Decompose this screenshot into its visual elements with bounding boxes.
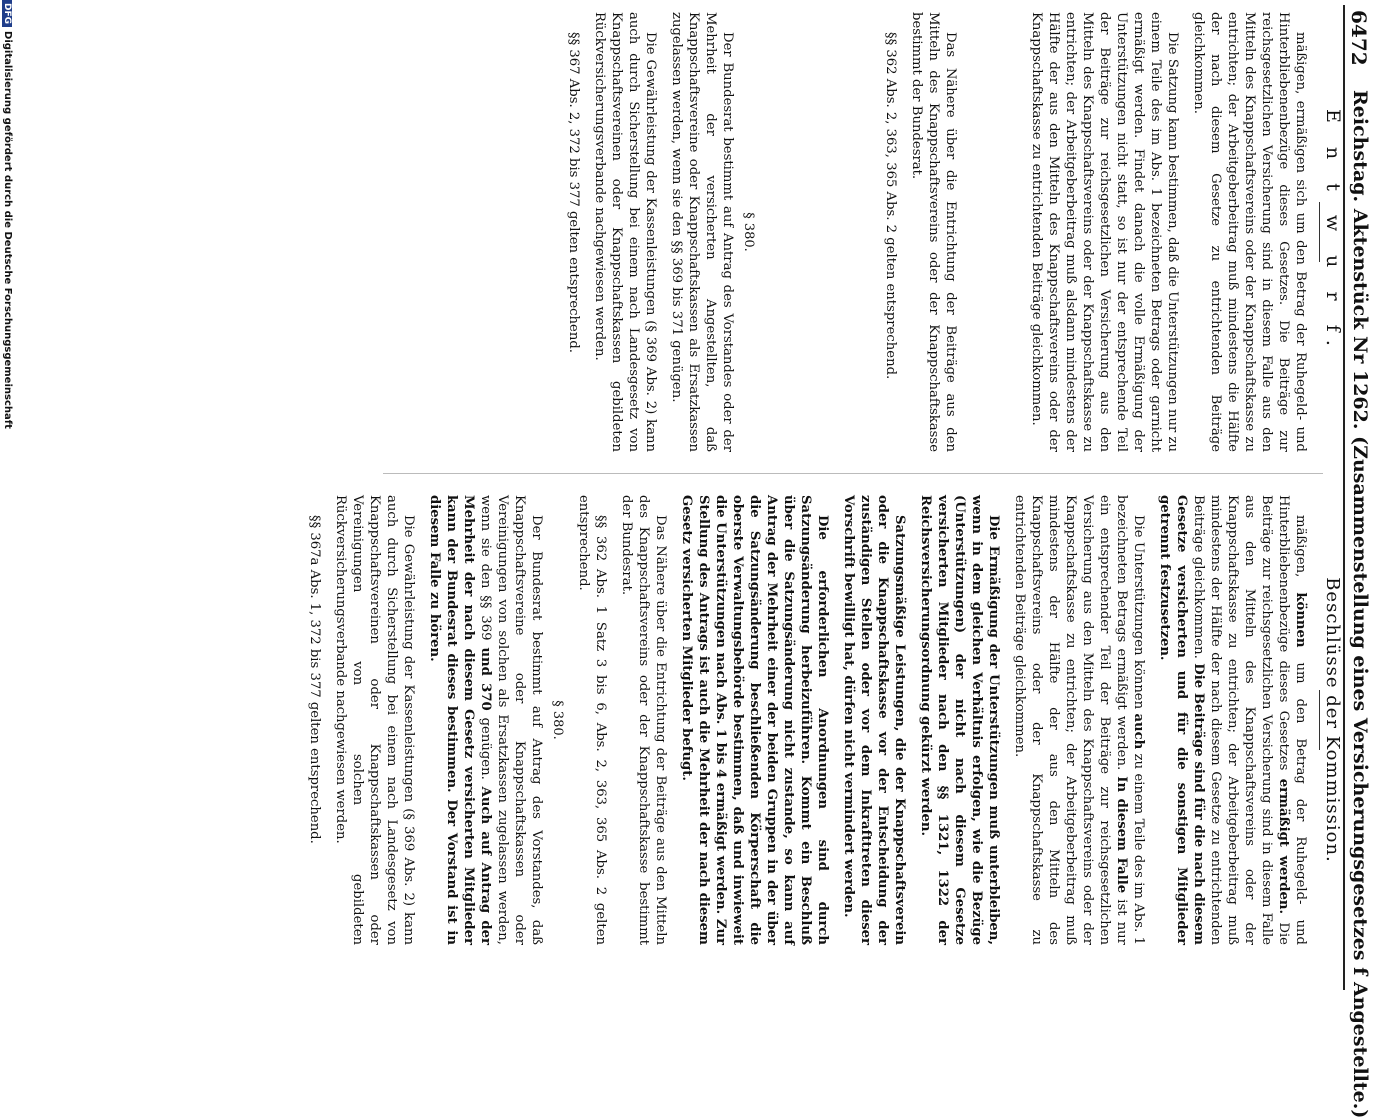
paragraph: mäßigen, können um den Betrag der Ruhegeld- und Hinterbliebenenbezüge dieses Gesetzes ermäßigt werden. Die Beiträge zur reichsgesetzlichen Versicherung sind in diesem Falle aus den Mitteln des Knappschaftsvereins oder der Knappschaftskasse zu entrichten; der Arbeitgeberbeitrag muß mindestens der Hälfte der nach diesem Gesetze zu entrichtenden Beiträge gleichkommen. Die Beiträge sind für die nach diesem Gesetze versicherten und für die sonstigen Mitglieder getrennt festzusetzen. bbox=[1157, 495, 1308, 945]
section-heading: § 380. bbox=[741, 212, 756, 252]
paragraph: Das Nähere über die Entrichtung der Beiträge aus den Mitteln des Knappschaftsvereins oder der Knappschaftskasse bestimmt der Bundesrat. bbox=[619, 495, 668, 945]
paragraph: Die Gewährleistung der Kassenleistungen (§ 369 Abs. 2) kann auch durch Sicherstellung bei einem nach Landesgesetz von Knappschaftsvereinen oder Knappschaftskassen gebildeten Rückversicherungsverbande nachgewiesen werden. bbox=[592, 12, 658, 452]
paragraph: Satzungsmäßige Leistungen, die der Knappschaftsverein oder die Knappschaftskasse vor der Entscheidung der zuständigen Stellen oder vor dem Inkrafttreten dieser Vorschrift bewilligt hat, dürfen nicht vermindert werden. bbox=[841, 495, 907, 945]
paragraph: Die Unterstützungen können auch zu einem Teile des im Abs. 1 bezeichneten Betrags ermäßigt werden. In diesem Falle ist nur ein entsprechender Teil der Beiträge zur reichsgesetzlichen Versicherung aus den Mitteln des Knappschaftsvereins oder der Knappschaftskasse zu entrichten; der Arbeitgeberbeitrag muß mindestens der Hälfte der aus den Mitteln des Knappschaftsvereins oder der Knappschaftskasse zu entrichtenden Beiträge gleichkommen. bbox=[1012, 495, 1146, 945]
draft-column bbox=[556, 12, 1347, 452]
paragraph: §§ 367a Abs. 1, 372 bis 377 gelten entsprechend. bbox=[307, 515, 322, 844]
paragraph: Der Bundesrat bestimmt auf Antrag des Vorstandes oder der Mehrheit der versicherten Angestellten, daß Knappschaftsvereine oder Knappschaftskassen als Ersatzkassen zugelassen werden, wenn sie den §§ 369 bis 371 genügen. bbox=[669, 12, 735, 452]
heading-rule bbox=[1319, 202, 1320, 262]
paragraph: §§ 367 Abs. 2, 372 bis 377 gelten entsprechend. bbox=[566, 32, 581, 353]
paragraph: mäßigen, ermäßigen sich um den Betrag der Ruhegeld- und Hinterbliebenenbezüge dieses Gesetzes. Die Beiträge zur reichsgesetzlichen Versicherung sind in diesem Falle aus den Mitteln des Knappschaftsvereins oder der Knappschaftskasse zu entrichten; der Arbeitgeberbeitrag muß mindestens die Hälfte der nach diesem Gesetze zu entrichtenden Beiträge gleichkommen. bbox=[1191, 12, 1308, 452]
digitization-footer bbox=[2, 0, 13, 429]
committee-heading: Beschlüsse der Kommission. bbox=[1322, 577, 1343, 863]
running-title: Reichstag. Aktenstück Nr 1262. (Zusammenstellung eines Versicherungsgesetzes f Angestellte.) bbox=[1349, 90, 1371, 1118]
paragraph: §§ 362 Abs. 1 Satz 3 bis 6, Abs. 2, 363, 365 Abs. 2 gelten entsprechend. bbox=[576, 495, 608, 945]
page-number: 6472 bbox=[1347, 10, 1371, 66]
paragraph: Der Bundesrat bestimmt auf Antrag des Vorstandes, daß Knappschaftsvereine oder Knappschaftskassen oder Vereinigungen von solchen als Ersatzkassen zugelassen werden, wenn sie den §§ 369 und 370 genügen. Auch auf Antrag der Mehrheit der nach diesem Gesetz versicherten Mitglieder kann der Bundesrat dieses bestimmen. Der Vorstand ist in diesem Falle zu hören. bbox=[427, 495, 544, 945]
paragraph: Die Gewährleistung der Kassenleistungen (§ 369 Abs. 2) kann auch durch Sicherstellung bei einem nach Landesgesetz von Knappschaftsvereinen oder Knappschaftskassen oder Vereinigungen von solchen gebildeten Rückversicherungsverbande nachgewiesen werden. bbox=[333, 495, 416, 945]
heading-rule bbox=[1319, 690, 1320, 750]
dfg-logo: DFG bbox=[2, 0, 12, 27]
section-heading: § 380. bbox=[550, 700, 565, 740]
column-divider bbox=[383, 473, 1323, 474]
paragraph: Die erforderlichen Anordnungen sind durch Satzungsänderung herbeizuführen. Kommt ein Beschluß über die Satzungsänderung nicht zustande, so kann auf Antrag der Mehrheit einer der beiden Gruppen in der über die Satzungsänderung beschließenden Körperschaft die oberste Verwaltungsbehörde bestimmen, daß und inwieweit die Unterstützungen nach Abs. 1 bis 4 ermäßigt werden. Zur Stellung des Antrags ist auch die Mehrheit der nach diesem Gesetz versicherten Mitglieder befugt. bbox=[679, 495, 830, 945]
paragraph: Das Nähere über die Entrichtung der Beiträge aus den Mitteln des Knappschaftsvereins oder der Knappschaftskasse bestimmt der Bundesrat. bbox=[909, 12, 958, 452]
paragraph: Die Ermäßigung der Unterstützungen muß unterbleiben, wenn in dem gleichen Verhältnis erfolgen, wie die Bezüge (Unterstützungen) der nicht nach diesem Gesetze versicherten Mitglieder nach den §§ 1321, 1322 der Reichsversicherungsordnung gekürzt werden. bbox=[918, 495, 1001, 945]
paragraph: Die Satzung kann bestimmen, daß die Unterstützungen nur zu einem Teile des im Abs. 1 bezeichneten Betrags oder garnicht ermäßigt werden. Findet danach die volle Ermäßigung der Unterstützungen nicht statt, so ist nur der entsprechende Teil der Beiträge zur reichsgesetzlichen Versicherung aus den Mitteln des Knappschaftsvereins oder der Knappschaftskasse zu entrichten; der Arbeitgeberbeitrag muß alsdann mindestens der Hälfte der aus den Mitteln des Knappschaftsvereins oder der Knappschaftskasse zu entrichtenden Beiträge gleichkommen. bbox=[1029, 12, 1180, 452]
committee-column bbox=[297, 495, 1347, 945]
draft-heading: E n t w u r f. bbox=[1322, 109, 1344, 355]
paragraph: §§ 362 Abs. 2, 363, 365 Abs. 2 gelten entsprechend. bbox=[883, 32, 898, 380]
footer-text: Digitalisierung gefördert durch die Deutsche Forschungsgemeinschaft bbox=[2, 31, 13, 429]
